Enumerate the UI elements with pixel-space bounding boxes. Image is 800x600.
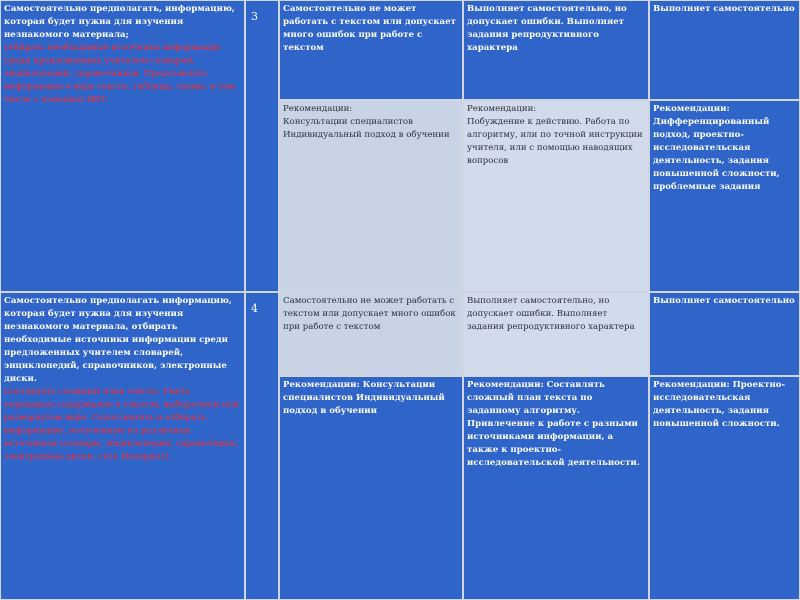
row2-mid-cell (463, 292, 649, 376)
row1-rec-low-text: Консультации специалистов Индивидуальный подход в обучении (283, 117, 450, 140)
row2-mid-text: Выполняет самостоятельно, но допускает ошибки. Выполняет задания репродуктивного характера (467, 296, 635, 332)
row1-high-text: Выполняет самостоятельно (653, 4, 795, 14)
row1-rec-mid-title: Рекомендации: (467, 104, 537, 114)
row1-mid-cell (463, 0, 649, 100)
row1-low-cell (279, 0, 463, 100)
row2-high-text: Выполняет самостоятельно (653, 296, 795, 306)
row2-rec-mid-cell (463, 376, 649, 600)
row2-rec-low-cell (279, 376, 463, 600)
row2-skills-text: Самостоятельно предполагать информацию, которая будет нужна для изучения незнакомого материала, отбирать необходимые источники информации среди предложенных учителем словарей, энциклопедий, справочников, электронные диски. (4, 296, 232, 384)
row1-high-cell (649, 0, 800, 100)
row2-skills-cell (0, 292, 245, 600)
row1-rec-mid-cell (463, 100, 649, 292)
row1-rec-high-text: Рекомендации: Дифференцированный подход, проектно-исследовательская деятельность, задания повышенной сложности, проблемные задания (653, 104, 780, 192)
row1-rec-high-cell (649, 100, 800, 292)
row2-level-cell (245, 292, 279, 600)
row2-rec-low-text: Рекомендации: Консультации специалистов Индивидуальный подход в обучении (283, 380, 445, 416)
row1-rec-low-cell (279, 100, 463, 292)
row1-level-cell (245, 0, 279, 292)
row2-rec-high-text: Рекомендации: Проектно-исследовательская деятельность, задания повышенной сложности. (653, 380, 786, 429)
row2-low-cell (279, 292, 463, 376)
row1-level-number: 3 (251, 10, 258, 23)
row2-level-number: 4 (251, 302, 258, 315)
row1-skills-cell (0, 0, 245, 292)
row2-high-cell (649, 292, 800, 376)
row2-skills-red-text: Составлять сложный план текста. Уметь передавать содержание в сжатом, выборочном или развернутом виде. Сопоставлять и отбирать информацию, полученную из различных источников (словари, энциклопедии, справочники, электронные диски, сеть Интернет). (4, 387, 240, 462)
row2-rec-high-cell (649, 376, 800, 600)
row1-rec-mid-text: Побуждение к действию. Работа по алгоритму, или по точной инструкции учителя, или с помощью наводящих вопросов (467, 117, 643, 166)
row1-low-text: Самостоятельно не может работать с текстом или допускает много ошибок при работе с текстом (283, 4, 456, 53)
row1-rec-low-title: Рекомендации: (283, 104, 353, 114)
row2-low-text: Самостоятельно не может работать с текстом или допускает много ошибок при работе с текстом (283, 296, 456, 332)
row1-skills-text: Самостоятельно предполагать, информацию, которая будет нужна для изучения незнакомого материала; (4, 4, 235, 40)
row1-skills-red-text: отбирать необходимые источники информации среди предложенных учителем словарей, энциклопедий, справочников. Представлять информацию в виде текста, таблицы, схемы, в том числе с помощью ИКТ. (4, 43, 235, 105)
row2-rec-mid-text: Рекомендации: Составлять сложный план текста по заданному алгоритму. Привлечение к работе с разными источниками информации, а также к проектно- исследовательской деятельности. (467, 380, 640, 468)
row1-mid-text: Выполняет самостоятельно, но допускает ошибки. Выполняет задания репродуктивного характера (467, 4, 627, 53)
